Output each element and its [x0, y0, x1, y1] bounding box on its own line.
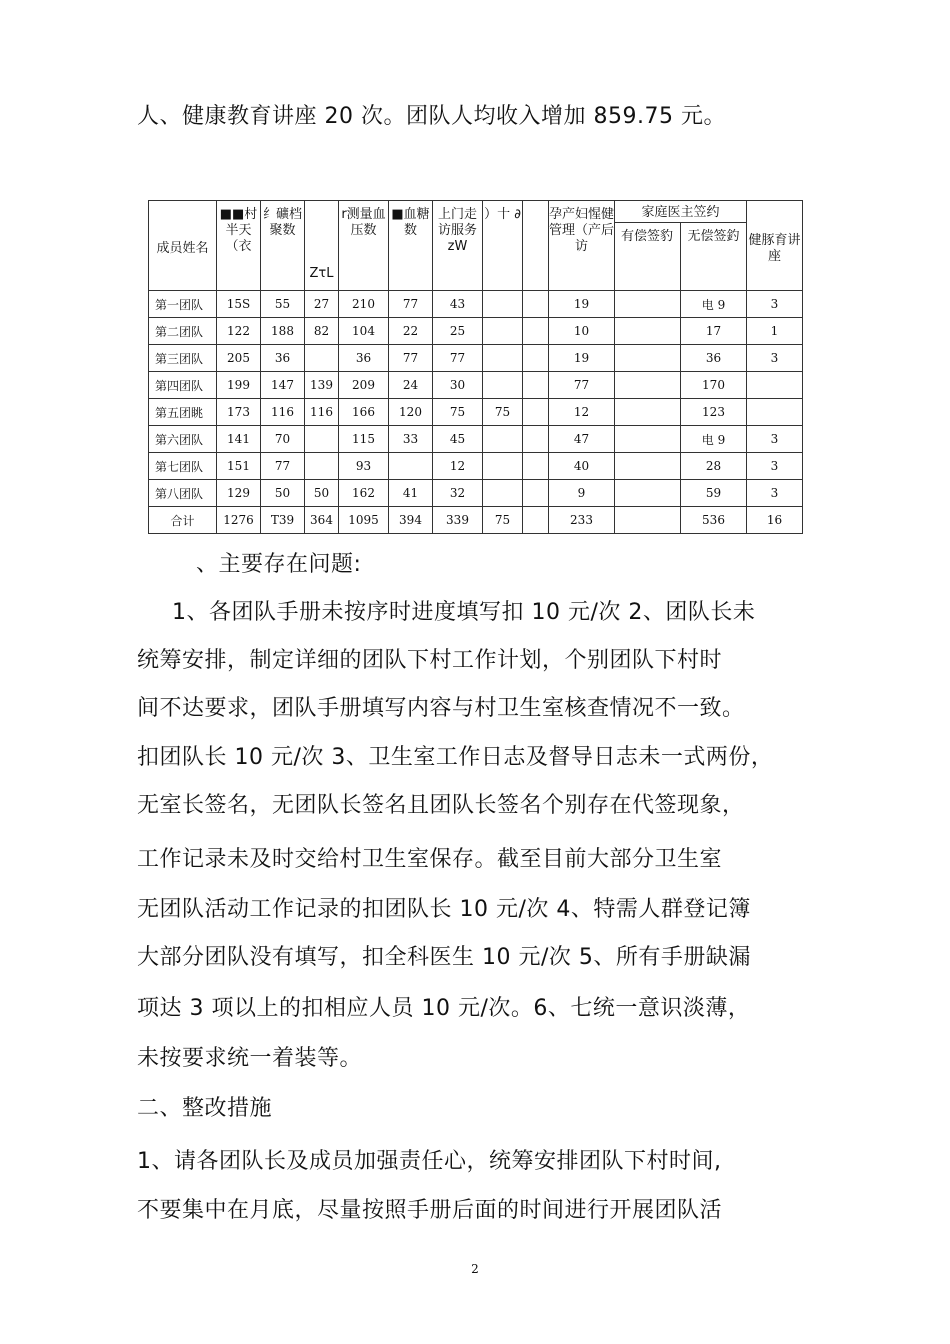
body-line: 1、请各团队长及成员加强责任心，统筹安排团队下村时间,: [137, 1149, 722, 1174]
table-row: [149, 399, 803, 426]
team-statistics-table: [148, 200, 803, 534]
header-c8: [523, 201, 549, 291]
header-home-visit: 上门走访服务zW: [433, 201, 483, 291]
cell: 1: [747, 318, 803, 345]
cell: 41: [389, 480, 433, 507]
cell: 129: [217, 480, 261, 507]
cell: 电 9: [681, 291, 747, 318]
cell: 120: [389, 399, 433, 426]
cell: 70: [261, 426, 305, 453]
cell: [523, 507, 549, 534]
row-name: 第三团队: [149, 345, 217, 372]
cell: 19: [549, 291, 615, 318]
cell: 3: [747, 453, 803, 480]
table-row: [149, 453, 803, 480]
cell: [305, 426, 339, 453]
section-heading-measures: 二、整改措施: [137, 1096, 273, 1121]
body-line: 未按要求统一着装等。: [137, 1046, 363, 1071]
cell: 77: [261, 453, 305, 480]
header-c3: ZτL: [305, 201, 339, 291]
row-name: 第八团队: [149, 480, 217, 507]
cell: [305, 453, 339, 480]
cell: 45: [433, 426, 483, 453]
cell: 22: [389, 318, 433, 345]
cell: 25: [433, 318, 483, 345]
cell: 139: [305, 372, 339, 399]
cell: 30: [433, 372, 483, 399]
cell: 50: [261, 480, 305, 507]
cell: [615, 480, 681, 507]
cell: 339: [433, 507, 483, 534]
cell: 116: [305, 399, 339, 426]
header-blood-pressure: r测量血压数: [339, 201, 389, 291]
cell: 电 9: [681, 426, 747, 453]
cell: 77: [389, 291, 433, 318]
cell: 55: [261, 291, 305, 318]
cell: 77: [549, 372, 615, 399]
header-archives: 纟礦档聚数: [261, 201, 305, 291]
body-line: 项达 3 项以上的扣相应人员 10 元/次。6、七统一意识淡薄，: [137, 996, 751, 1021]
row-name: 第六团队: [149, 426, 217, 453]
cell: [615, 318, 681, 345]
cell: 233: [549, 507, 615, 534]
cell: [483, 345, 523, 372]
cell: 16: [747, 507, 803, 534]
table-row: [149, 345, 803, 372]
cell: [483, 291, 523, 318]
cell: 82: [305, 318, 339, 345]
page-number: 2: [471, 1262, 479, 1276]
cell: 141: [217, 426, 261, 453]
cell: [615, 399, 681, 426]
cell: 33: [389, 426, 433, 453]
body-line: 工作记录未及时交给村卫生室保存。截至目前大部分卫生室: [137, 847, 723, 872]
body-line: 扣团队长 10 元/次 3、卫生室工作日志及督导日志未一式两份，: [137, 745, 774, 770]
cell: 104: [339, 318, 389, 345]
cell: 3: [747, 480, 803, 507]
cell: 188: [261, 318, 305, 345]
cell: [483, 372, 523, 399]
cell: 162: [339, 480, 389, 507]
cell: 93: [339, 453, 389, 480]
cell: [305, 345, 339, 372]
cell: 75: [433, 399, 483, 426]
cell: 147: [261, 372, 305, 399]
header-paid-contract: 有偿签豹: [615, 223, 681, 291]
table-total-row: [149, 507, 803, 534]
cell: 210: [339, 291, 389, 318]
cell: 12: [433, 453, 483, 480]
header-c7: ）十 ∂: [483, 201, 523, 291]
header-maternal-care: 孕产妇惺健管理（产后访: [549, 201, 615, 291]
cell: 173: [217, 399, 261, 426]
row-name: 合计: [149, 507, 217, 534]
cell: 115: [339, 426, 389, 453]
cell: 209: [339, 372, 389, 399]
cell: 199: [217, 372, 261, 399]
cell: 123: [681, 399, 747, 426]
section-heading-problems: 、主要存在问题:: [196, 552, 362, 577]
cell: 122: [217, 318, 261, 345]
cell: 9: [549, 480, 615, 507]
cell: [747, 372, 803, 399]
cell: [523, 318, 549, 345]
row-name: 第七团队: [149, 453, 217, 480]
table-row: [149, 426, 803, 453]
cell: 40: [549, 453, 615, 480]
row-name: 第二团队: [149, 318, 217, 345]
cell: [523, 453, 549, 480]
cell: T39: [261, 507, 305, 534]
cell: [483, 318, 523, 345]
cell: 205: [217, 345, 261, 372]
body-line: 大部分团队没有填写，扣全科医生 10 元/次 5、所有手册缺漏: [137, 945, 751, 970]
body-line: 统筹安排，制定详细的团队下村工作计划，个别团队下村时: [137, 648, 723, 673]
body-line: 1、各团队手册未按序时进度填写扣 10 元/次 2、团队长未: [172, 600, 756, 625]
header-village-half-day: ■■村半天 （衣: [217, 201, 261, 291]
cell: 3: [747, 345, 803, 372]
cell: 364: [305, 507, 339, 534]
cell: 36: [681, 345, 747, 372]
header-name: 成员姓名: [149, 201, 217, 291]
cell: [523, 372, 549, 399]
table-row: [149, 291, 803, 318]
body-line: 无团队活动工作记录的扣团队长 10 元/次 4、特需人群登记簿: [137, 897, 751, 922]
cell: 116: [261, 399, 305, 426]
cell: 43: [433, 291, 483, 318]
cell: [747, 399, 803, 426]
cell: 59: [681, 480, 747, 507]
cell: 75: [483, 399, 523, 426]
cell: 36: [261, 345, 305, 372]
table-row: [149, 372, 803, 399]
row-name: 第四团队: [149, 372, 217, 399]
cell: [523, 345, 549, 372]
cell: [483, 453, 523, 480]
header-family-doctor-group: 家庭医主笠约: [615, 201, 747, 223]
cell: 151: [217, 453, 261, 480]
cell: 394: [389, 507, 433, 534]
cell: [523, 399, 549, 426]
cell: 77: [433, 345, 483, 372]
cell: [523, 480, 549, 507]
cell: 50: [305, 480, 339, 507]
cell: 32: [433, 480, 483, 507]
cell: 10: [549, 318, 615, 345]
cell: [483, 480, 523, 507]
cell: [615, 453, 681, 480]
cell: 3: [747, 291, 803, 318]
body-line: 不要集中在月底，尽量按照手册后面的时间进行开展团队活: [137, 1198, 723, 1223]
cell: [523, 291, 549, 318]
cell: [389, 453, 433, 480]
cell: [615, 507, 681, 534]
header-blood-sugar: ■血糖数: [389, 201, 433, 291]
cell: 536: [681, 507, 747, 534]
table-row: [149, 480, 803, 507]
header-free-contract: 无偿签釣: [681, 223, 747, 291]
cell: [615, 426, 681, 453]
cell: 1095: [339, 507, 389, 534]
intro-line: 人、健康教育讲座 20 次。团队人均收入增加 859.75 元。: [137, 104, 726, 129]
header-health-lecture: 健豚育讲座: [747, 201, 803, 291]
cell: [615, 372, 681, 399]
table-row: [149, 318, 803, 345]
cell: 24: [389, 372, 433, 399]
cell: [615, 345, 681, 372]
cell: 3: [747, 426, 803, 453]
cell: 17: [681, 318, 747, 345]
cell: 1276: [217, 507, 261, 534]
cell: 28: [681, 453, 747, 480]
cell: 19: [549, 345, 615, 372]
body-line: 无室长签名，无团队长签名且团队长签名个别存在代签现象，: [137, 793, 745, 818]
cell: [523, 426, 549, 453]
row-name: 第五团眺: [149, 399, 217, 426]
cell: 166: [339, 399, 389, 426]
cell: 47: [549, 426, 615, 453]
body-line: 间不达要求，团队手册填写内容与村卫生室核查情况不一致。: [137, 696, 745, 721]
row-name: 第一团队: [149, 291, 217, 318]
cell: 75: [483, 507, 523, 534]
cell: [615, 291, 681, 318]
cell: 12: [549, 399, 615, 426]
cell: 77: [389, 345, 433, 372]
cell: 36: [339, 345, 389, 372]
cell: 27: [305, 291, 339, 318]
cell: [483, 426, 523, 453]
cell: 170: [681, 372, 747, 399]
cell: 15S: [217, 291, 261, 318]
